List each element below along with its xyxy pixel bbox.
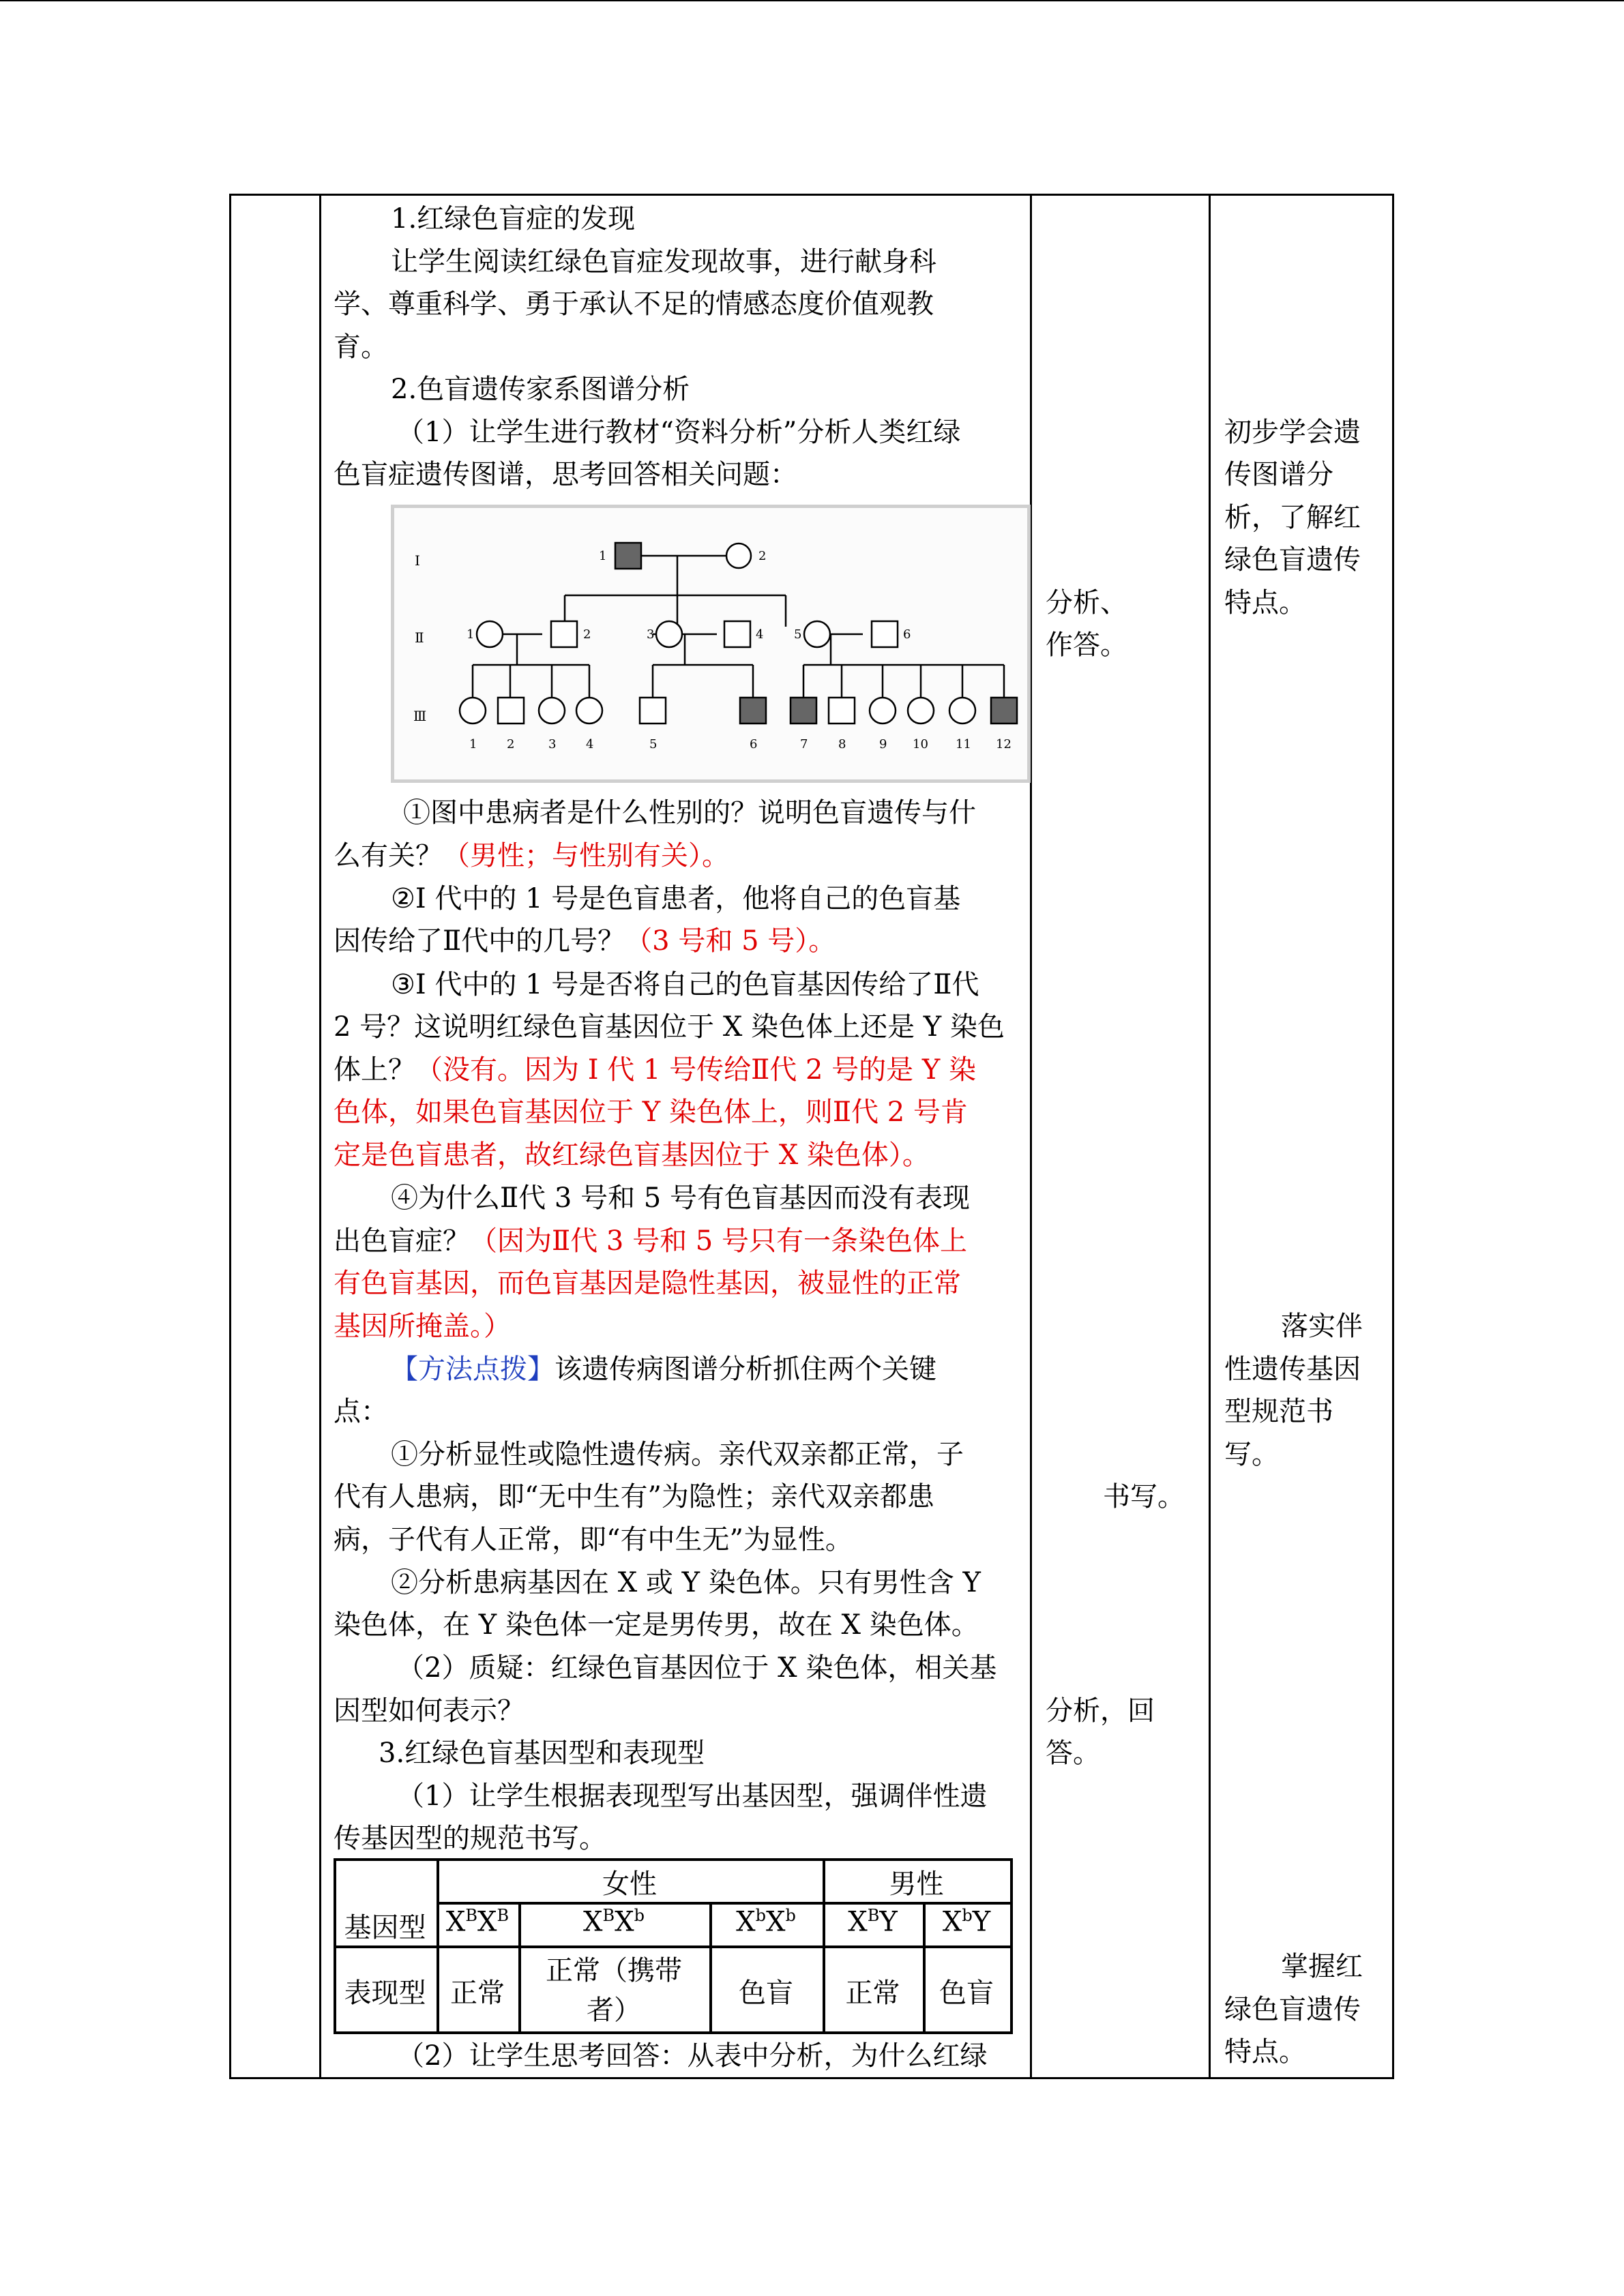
activity-text: 答。 [1046,1738,1100,1769]
affected-male-symbol [791,698,816,724]
female-symbol [477,621,503,647]
intent-text: 性遗传基因 [1224,1354,1361,1385]
activity-text: 作答。 [1046,629,1127,661]
individual-label: 2 [507,737,515,751]
intent-text: 初步学会遗 [1224,417,1361,448]
affected-male-symbol [740,698,766,724]
male-symbol [551,621,577,647]
female-symbol [726,543,751,568]
intent-text: 掌握红 [1281,1951,1363,1982]
top-border-line [0,0,1624,1]
intent-text: 写。 [1224,1439,1279,1470]
question-line: 因型如何表示？ [334,1695,525,1727]
female-header: 女性 [602,1868,657,1900]
paragraph-line: 学、尊重科学、勇于承认不足的情感态度价值观教 [334,288,934,320]
tip-point-line: ②分析患病基因在 X 或 Y 染色体。只有男性含 Y [391,1567,981,1598]
question-line: （1）让学生根据表现型写出基因型，强调伴性遗 [397,1780,988,1812]
tip-point-line: 病，子代有人正常，即“有中生无”为显性。 [334,1524,853,1555]
affected-male-symbol [615,543,641,569]
paragraph-line: 让学生阅读红绿色盲症发现故事，进行献身科 [391,246,936,278]
activity-text: 分析，回 [1046,1695,1155,1727]
activity-text: 书写。 [1103,1481,1185,1512]
question-line: 2 号？这说明红绿色盲基因位于 X 染色体上还是 Y 染色 [334,1011,1005,1043]
question-line: 体上？（没有。因为 I 代 1 号传给Ⅱ代 2 号的是 Y 染 [334,1054,977,1086]
pedigree-figure [391,505,1031,783]
generation-label: Ⅲ [413,708,427,724]
generation-label: I [415,552,420,569]
intent-text: 特点。 [1224,587,1306,618]
individual-label: 6 [750,737,758,751]
question-line: ①图中患病者是什么性别的？说明色盲遗传与什 [403,797,976,829]
answer-text: （没有。因为 I 代 1 号传给Ⅱ代 2 号的是 Y 染 [415,1054,977,1086]
female-symbol [576,698,602,724]
individual-label: 9 [879,737,887,751]
method-tip-line: 【方法点拨】该遗传病图谱分析抓住两个关键 [391,1354,936,1385]
heading-genotype-phenotype: 3.红绿色盲基因型和表现型 [379,1738,705,1769]
tip-point-line: 染色体，在 Y 染色体一定是男传男，故在 X 染色体。 [334,1609,979,1641]
answer-line: 色体，如果色盲基因位于 Y 染色体上，则Ⅱ代 2 号肯 [334,1097,968,1128]
question-line: ④为什么Ⅱ代 3 号和 5 号有色盲基因而没有表现 [391,1182,970,1214]
individual-label: 1 [467,627,475,642]
male-symbol [640,698,666,724]
phenotype-row-label: 表现型 [344,1978,426,2009]
individual-label: 5 [649,737,658,751]
question-line: 出色盲症？（因为Ⅱ代 3 号和 5 号只有一条染色体上 [334,1225,967,1257]
individual-label: 6 [903,627,911,642]
male-symbol [829,698,855,724]
intent-text: 绿色盲遗传 [1224,1994,1361,2025]
question-line: （1）让学生进行教材“资料分析”分析人类红绿 [397,417,961,448]
method-tip-line: 点： [334,1396,388,1427]
intent-text: 传图谱分 [1224,459,1333,490]
individual-label: 5 [794,627,802,642]
generation-label: Ⅱ [415,629,424,646]
genotype-cell: $X^bX^b$ [736,1906,796,1938]
phenotype-cell: 正常 [450,1978,505,2009]
affected-male-symbol [991,698,1017,724]
answer-text: （3 号和 5 号）。 [625,925,836,957]
male-symbol [498,698,524,724]
heading-pedigree-analysis: 2.色盲遗传家系图谱分析 [391,374,690,405]
genotype-cell: $X^bY$ [942,1906,991,1938]
female-symbol [804,621,830,647]
question-line: 色盲症遗传图谱，思考回答相关问题： [334,459,797,490]
intent-text: 型规范书 [1224,1396,1333,1427]
male-symbol [724,621,750,647]
individual-label: 7 [800,737,808,751]
intent-text: 特点。 [1224,2036,1306,2068]
individual-label: 3 [647,627,655,642]
answer-line: 基因所掩盖。） [334,1311,511,1342]
male-header: 男性 [889,1868,944,1900]
individual-label: 1 [599,549,607,563]
question-line: 因传给了Ⅱ代中的几号？（3 号和 5 号）。 [334,925,836,957]
question-line: ③I 代中的 1 号是否将自己的色盲基因传给了Ⅱ代 [391,969,979,1000]
female-symbol [460,698,486,724]
individual-label: 2 [583,627,591,642]
individual-label: 11 [956,737,971,751]
question-line: （2）质疑：红绿色盲基因位于 X 染色体，相关基 [397,1652,997,1684]
method-tip-label: 【方法点拨】 [391,1354,555,1385]
female-symbol [908,698,934,724]
intent-text: 绿色盲遗传 [1224,544,1361,576]
female-symbol [656,621,682,647]
answer-text: （因为Ⅱ代 3 号和 5 号只有一条染色体上 [470,1225,967,1257]
female-symbol [949,698,975,724]
question-line: ②I 代中的 1 号是色盲患者，他将自己的色盲基 [391,883,961,914]
heading-discovery: 1.红绿色盲症的发现 [391,203,636,235]
answer-line: 定是色盲患者，故红绿色盲基因位于 X 染色体）。 [334,1139,930,1171]
phenotype-cell: 正常（携带 者） [546,1955,682,2026]
tip-point-line: 代有人患病，即“无中生有”为隐性；亲代双亲都患 [334,1481,934,1512]
female-symbol [870,698,896,724]
activity-text: 分析、 [1046,587,1127,618]
individual-label: 12 [996,737,1012,751]
genotype-cell: $X^BY$ [848,1906,898,1938]
individual-label: 1 [469,737,477,751]
individual-label: 10 [913,737,928,751]
intent-text: 析，了解红 [1224,502,1361,533]
male-symbol [872,621,898,647]
phenotype-cell: 色盲 [739,1978,793,2009]
question-line: 么有关？（男性；与性别有关）。 [334,840,729,871]
individual-label: 4 [586,737,594,751]
genotype-cell: $X^BX^B$ [445,1906,510,1938]
answer-line: 有色盲基因，而色盲基因是隐性基因，被显性的正常 [334,1268,961,1299]
phenotype-cell: 正常 [845,1978,900,2009]
female-symbol [539,698,565,724]
paragraph-line: 育。 [334,331,388,363]
phenotype-cell: 色盲 [939,1978,994,2009]
individual-label: 8 [838,737,846,751]
genotype-cell: $X^BX^b$ [583,1906,645,1938]
tip-point-line: ①分析显性或隐性遗传病。亲代双亲都正常，子 [391,1439,964,1470]
genotype-row-label: 基因型 [344,1912,426,1943]
answer-text: （男性；与性别有关）。 [443,840,729,871]
intent-text: 落实伴 [1281,1311,1363,1342]
question-line: 传基因型的规范书写。 [334,1823,606,1854]
individual-label: 3 [548,737,557,751]
genotype-table [334,1858,1013,2034]
individual-label: 2 [758,549,767,563]
individual-label: 4 [756,627,764,642]
question-line: （2）让学生思考回答：从表中分析，为什么红绿 [397,2040,988,2072]
